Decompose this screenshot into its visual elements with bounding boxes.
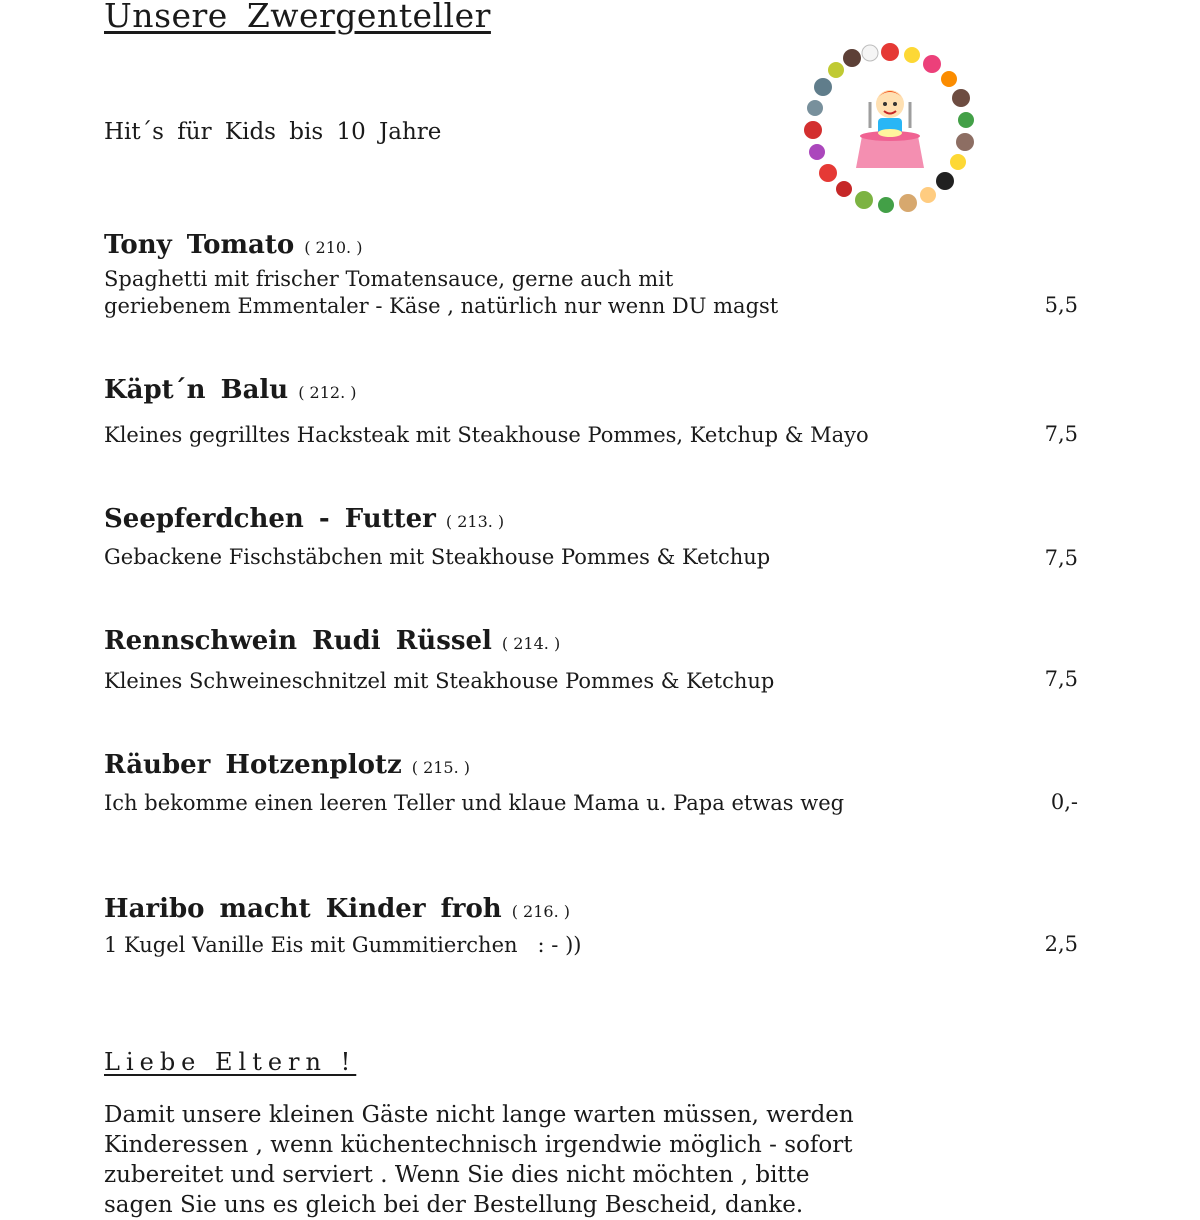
item-price: 0,- [1050,790,1078,814]
menu-item-name [104,504,504,534]
menu-item-name [104,894,570,924]
item-price: 7,5 [1044,422,1078,446]
item-price: 7,5 [1044,546,1078,570]
item-description-line: Kleines gegrilltes Hacksteak mit Steakhouse Pommes, Ketchup & Mayo [104,423,869,447]
parents-note-line: sagen Sie uns es gleich bei der Bestellung Bescheid, danke. [104,1192,804,1218]
item-name-text: Haribo macht Kinder froh [104,894,502,924]
item-description-line: Ich bekomme einen leeren Teller und klaue Mama u. Papa etwas weg [104,791,845,815]
item-name-text: Seepferdchen - Futter [104,504,436,534]
parents-note-heading: Liebe Eltern ! [104,1048,357,1076]
item-description-line: Spaghetti mit frischer Tomatensauce, gerne auch mit [104,267,674,291]
item-name-text: Tony Tomato [104,230,295,260]
item-description-line: 1 Kugel Vanille Eis mit Gummitierchen : - )) [104,933,582,957]
item-name-text: Räuber Hotzenplotz [104,750,402,780]
item-code: ( 216. ) [511,902,570,921]
parents-note-line: zubereitet und serviert . Wenn Sie dies nicht möchten , bitte [104,1162,810,1188]
item-description-line: Gebackene Fischstäbchen mit Steakhouse Pommes & Ketchup [104,545,771,569]
menu-item-name [104,375,356,405]
page-title: Unsere Zwergenteller [104,0,491,35]
item-price: 5,5 [1044,293,1078,317]
kids-food-circle-logo-icon [804,42,976,214]
page-subtitle: Hit´s für Kids bis 10 Jahre [104,119,442,145]
menu-item-name [104,626,560,656]
item-description-line: geriebenem Emmentaler - Käse , natürlich nur wenn DU magst [104,294,779,318]
menu-item-name [104,750,470,780]
parents-note-text [104,1100,854,1220]
item-price: 2,5 [1044,932,1078,956]
item-code: ( 213. ) [445,512,505,531]
parents-note-line: Kinderessen , wenn küchentechnisch irgendwie möglich - sofort [104,1132,853,1158]
item-name-text: Käpt´n Balu [104,375,289,405]
item-code: ( 214. ) [501,634,561,653]
item-description-line: Kleines Schweineschnitzel mit Steakhouse Pommes & Ketchup [104,669,775,693]
item-code: ( 210. ) [304,238,363,257]
item-code: ( 212. ) [298,383,357,402]
item-price: 7,5 [1044,667,1078,691]
item-name-text: Rennschwein Rudi Rüssel [104,626,492,656]
parents-note-line: Damit unsere kleinen Gäste nicht lange warten müssen, werden [104,1102,854,1128]
menu-item-name [104,230,362,260]
item-code: ( 215. ) [411,758,471,777]
